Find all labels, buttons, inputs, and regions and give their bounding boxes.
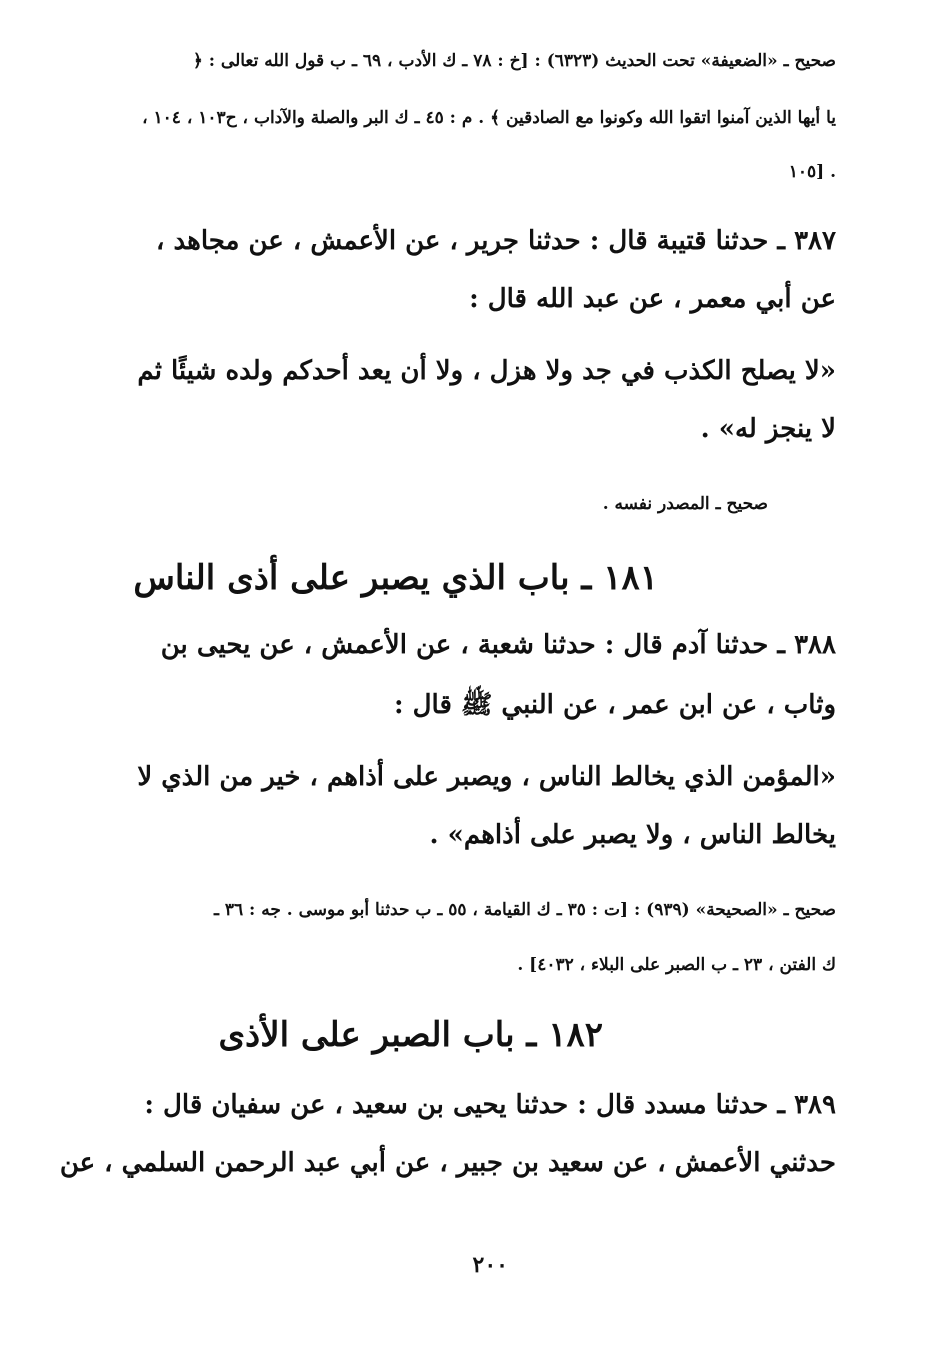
- footnote-3-line-1: صحيح ـ «الصحيحة» (٩٣٩) : [ت : ٣٥ ـ ك القيامة ، ٥٥ ـ ب حدثنا أبو موسى . جه : ٣٦ ـ: [213, 900, 836, 920]
- footnote-3-line-2: ك الفتن ، ٢٣ ـ ب الصبر على البلاء ، ٤٠٣٢] .: [517, 955, 836, 975]
- hadith-388-line-2: وثاب ، عن ابن عمر ، عن النبي ﷺ قال :: [394, 690, 836, 720]
- hadith-387-line-4: لا ينجز له» .: [700, 414, 836, 444]
- hadith-388-line-3: «المؤمن الذي يخالط الناس ، ويصبر على أذاهم ، خير من الذي لا: [137, 762, 836, 792]
- chapter-181-heading: ١٨١ ـ باب الذي يصبر على أذى الناس: [133, 558, 658, 598]
- chapter-182-heading: ١٨٢ ـ باب الصبر على الأذى: [218, 1015, 603, 1055]
- footnote-1-line-3: ١٠٥] .: [788, 162, 836, 182]
- footnote-1-line-2: يا أيها الذين آمنوا اتقوا الله وكونوا مع الصادقين ﴾ . م : ٤٥ ـ ك البر والصلة والآداب ، ح١٠٣ ، ١٠٤ ،: [142, 108, 836, 128]
- hadith-387-line-3: «لا يصلح الكذب في جد ولا هزل ، ولا أن يعد أحدكم ولده شيئًا ثم: [137, 356, 836, 386]
- hadith-389-line-2: حدثني الأعمش ، عن سعيد بن جبير ، عن أبي عبد الرحمن السلمي ، عن: [59, 1148, 836, 1178]
- footnote-1-line-1: صحيح ـ «الضعيفة» تحت الحديث (٦٣٢٣) : [خ : ٧٨ ـ ك الأدب ، ٦٩ ـ ب قول الله تعالى : ﴿: [192, 51, 836, 71]
- page-number: ٢٠٠: [472, 1252, 508, 1278]
- hadith-388-line-4: يخالط الناس ، ولا يصبر على أذاهم» .: [429, 820, 836, 850]
- hadith-389-line-1: ٣٨٩ ـ حدثنا مسدد قال : حدثنا يحيى بن سعيد ، عن سفيان قال :: [144, 1090, 836, 1120]
- hadith-387-line-1: ٣٨٧ ـ حدثنا قتيبة قال : حدثنا جرير ، عن الأعمش ، عن مجاهد ،: [156, 226, 836, 256]
- hadith-388-line-1: ٣٨٨ ـ حدثنا آدم قال : حدثنا شعبة ، عن الأعمش ، عن يحيى بن: [160, 630, 836, 660]
- footnote-2: صحيح ـ المصدر نفسه .: [602, 494, 768, 514]
- hadith-387-line-2: عن أبي معمر ، عن عبد الله قال :: [469, 284, 836, 314]
